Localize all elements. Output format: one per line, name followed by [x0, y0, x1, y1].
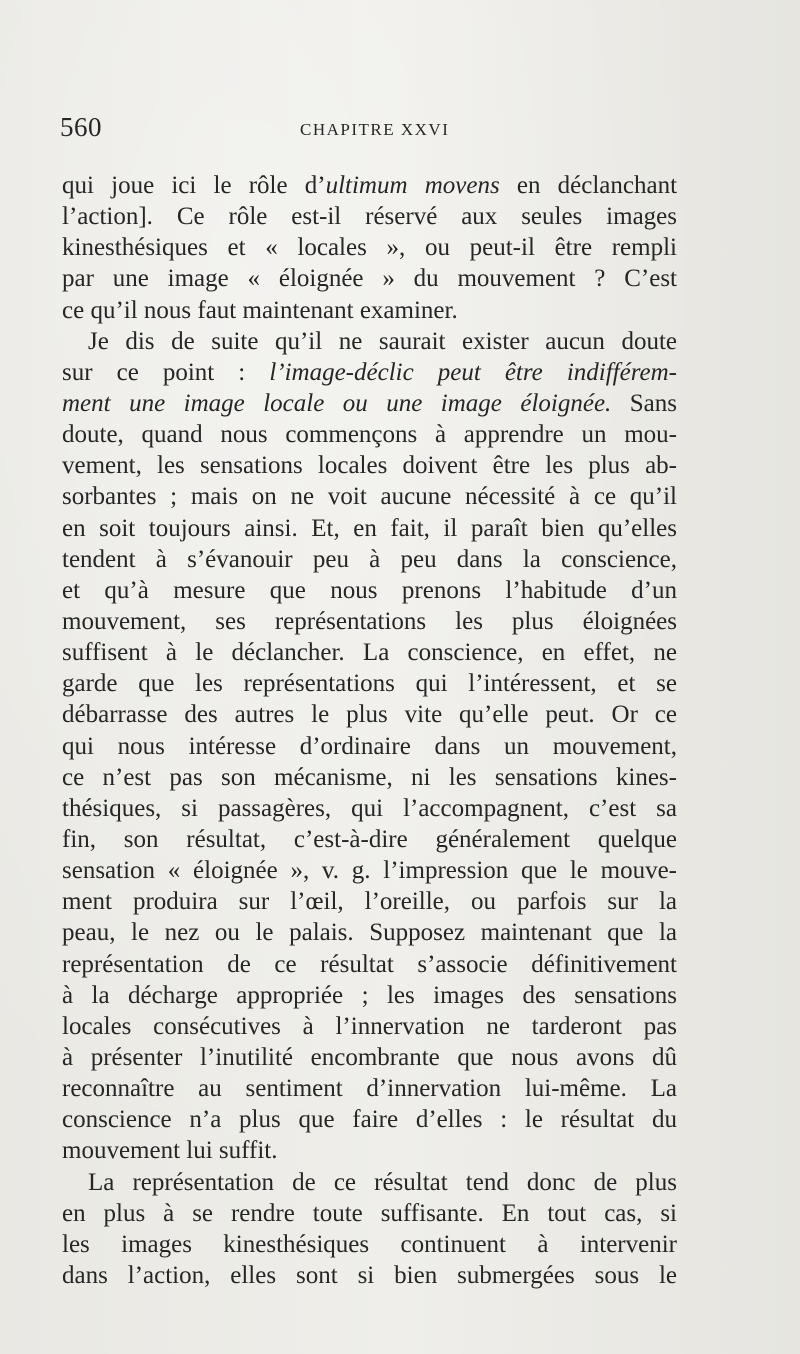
text-run: par une image « éloignée » du mouvement ? C’est — [62, 265, 677, 293]
body-text — [62, 170, 677, 1291]
text-line — [62, 170, 677, 201]
text-line — [62, 917, 677, 948]
text-line — [62, 1260, 677, 1291]
text-line — [62, 1229, 677, 1260]
text-line — [62, 1167, 677, 1198]
text-line — [62, 793, 677, 824]
text-run: les images kinesthésiques continuent à intervenir — [62, 1230, 677, 1258]
text-line — [62, 824, 677, 855]
text-run: en plus à se rendre toute suffisante. En tout cas, si — [62, 1199, 677, 1227]
text-run: sorbantes ; mais on ne voit aucune nécessité à ce qu’il — [62, 483, 677, 511]
text-line — [62, 295, 677, 326]
text-run: en déclanchant — [499, 172, 678, 199]
italic-text: ultimum movens — [325, 172, 500, 199]
text-run: reconnaître au sentiment d’innervation lui-même. La — [62, 1075, 677, 1103]
text-run: sensation « éloignée », v. g. l’impression que le mouve- — [62, 857, 677, 885]
text-run: dans l’action, elles sont si bien submergées sous le — [62, 1261, 677, 1289]
text-line — [62, 1104, 677, 1135]
text-run: locales consécutives à l’innervation ne tarderont pas — [62, 1012, 677, 1040]
text-run: à la décharge appropriée ; les images des sensations — [62, 981, 677, 1009]
text-line — [62, 263, 677, 294]
text-run: mouvement lui suffit. — [62, 1137, 278, 1165]
text-run: fin, son résultat, c’est-à-dire généralement quelque — [62, 825, 677, 853]
text-run: La représentation de ce résultat tend donc de plus — [88, 1168, 677, 1196]
text-line — [62, 357, 677, 388]
text-line — [62, 1135, 677, 1166]
text-run: tendent à s’évanouir peu à peu dans la conscience, — [62, 545, 677, 573]
text-run: garde que les représentations qui l’intéressent, et se — [62, 670, 677, 698]
text-line — [62, 1011, 677, 1042]
text-line — [62, 668, 677, 699]
text-line — [62, 419, 677, 450]
text-line — [62, 855, 677, 886]
text-run: thésiques, si passagères, qui l’accompagnent, c’est sa — [62, 794, 677, 822]
text-run: conscience n’a plus que faire d’elles : le résultat du — [62, 1106, 677, 1134]
text-line — [62, 450, 677, 481]
text-line — [62, 513, 677, 544]
text-line — [62, 637, 677, 668]
page-number: 560 — [60, 112, 102, 142]
text-line — [62, 699, 677, 730]
text-line — [62, 1042, 677, 1073]
text-line — [62, 606, 677, 637]
text-line — [62, 544, 677, 575]
text-run: peau, le nez ou le palais. Supposez maintenant que la — [62, 919, 677, 947]
text-run: l’action]. Ce rôle est-il réservé aux seules images — [62, 203, 677, 231]
text-run: et qu’à mesure que nous prenons l’habitude d’un — [62, 576, 677, 604]
text-line — [62, 388, 677, 419]
text-line — [62, 762, 677, 793]
text-line — [62, 980, 677, 1011]
text-line — [62, 575, 677, 606]
text-run: qui joue ici le rôle d’ — [62, 172, 326, 199]
text-run: ce n’est pas son mécanisme, ni les sensations kines- — [62, 763, 677, 791]
text-run: vement, les sensations locales doivent être les plus ab- — [62, 452, 677, 480]
text-line — [62, 731, 677, 762]
text-line — [62, 481, 677, 512]
text-line — [62, 1073, 677, 1104]
running-head: CHAPITRE XXVI — [300, 120, 450, 139]
text-line — [62, 886, 677, 917]
text-line — [62, 326, 677, 357]
text-line — [62, 949, 677, 980]
text-line — [62, 232, 677, 263]
text-run: ce qu’il nous faut maintenant examiner. — [62, 296, 458, 324]
text-run: représentation de ce résultat s’associe définitivement — [62, 950, 677, 978]
text-run: ment produira sur l’œil, l’oreille, ou parfois sur la — [62, 888, 677, 916]
text-line — [62, 1198, 677, 1229]
text-run: qui nous intéresse d’ordinaire dans un mouvement, — [62, 732, 677, 760]
text-run: kinesthésiques et « locales », ou peut-il être rempli — [62, 234, 677, 262]
italic-text: ment une image locale ou une image éloignée. — [62, 389, 612, 417]
text-run: en soit toujours ainsi. Et, en fait, il paraît bien qu’elles — [62, 514, 677, 542]
text-run: sur ce point : — [62, 358, 270, 386]
page-header — [60, 112, 680, 152]
text-run: suffisent à le déclancher. La conscience, en effet, ne — [62, 639, 677, 667]
text-run: doute, quand nous commençons à apprendre un mou- — [62, 421, 677, 449]
text-run: Sans — [611, 389, 677, 417]
text-line — [62, 201, 677, 232]
text-run: débarrasse des autres le plus vite qu’elle peut. Or ce — [62, 701, 677, 729]
text-run: à présenter l’inutilité encombrante que nous avons dû — [62, 1043, 677, 1071]
text-run: mouvement, ses représentations les plus éloignées — [62, 607, 677, 635]
italic-text: l’image-déclic peut être indifférem- — [269, 358, 677, 386]
text-run: Je dis de suite qu’il ne saurait exister aucun doute — [88, 327, 677, 355]
